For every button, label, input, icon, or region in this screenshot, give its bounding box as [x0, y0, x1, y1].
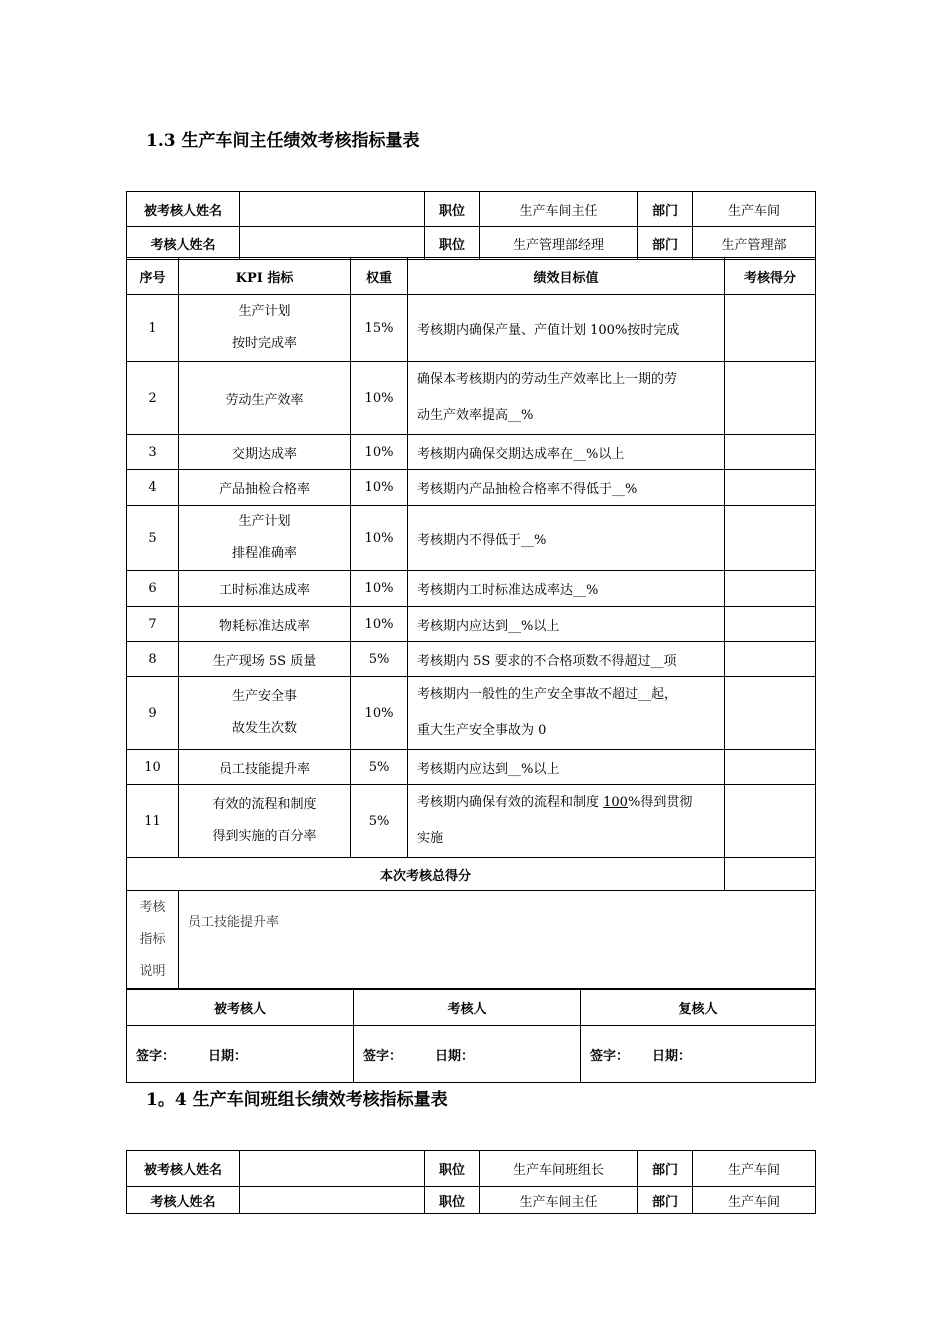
total-score-label: 本次考核总得分	[127, 858, 725, 891]
row-kpi: 生产现场 5S 质量	[179, 642, 351, 677]
col-header-target: 绩效目标值	[408, 258, 725, 295]
row-score-field[interactable]	[725, 642, 816, 677]
evaluatee-sign-header: 被考核人	[127, 989, 354, 1026]
row-no: 9	[127, 677, 179, 750]
evaluatee-label: 被考核人姓名	[127, 1151, 240, 1187]
evaluatee-signature-field[interactable]: 签字： 日期：	[127, 1026, 354, 1083]
row-no: 1	[127, 295, 179, 362]
row-score-field[interactable]	[725, 435, 816, 470]
dept-label: 部门	[638, 227, 693, 260]
evaluator-sign-header: 考核人	[354, 989, 581, 1026]
row-weight: 5%	[351, 750, 408, 785]
row-target: 考核期内确保产量、产值计划 100%按时完成	[408, 295, 725, 362]
row-score-field[interactable]	[725, 785, 816, 858]
section-1-3-title: 1.3 生产车间主任绩效考核指标量表	[146, 131, 420, 151]
col-header-score: 考核得分	[725, 258, 816, 295]
row-target: 考核期内应达到__%以上	[408, 607, 725, 642]
col-header-no: 序号	[127, 258, 179, 295]
row-no: 5	[127, 506, 179, 571]
dept-label: 部门	[638, 1187, 693, 1214]
row-score-field[interactable]	[725, 571, 816, 607]
position-label: 职位	[425, 1187, 480, 1214]
table-row	[127, 362, 816, 435]
row-no: 7	[127, 607, 179, 642]
reviewer-sign-header: 复核人	[581, 989, 816, 1026]
table-row	[127, 750, 816, 785]
row-kpi: 生产计划 排程准确率	[179, 506, 351, 571]
table-row	[127, 785, 816, 858]
evaluatee-name-field[interactable]	[240, 192, 425, 227]
evaluator-signature-field[interactable]: 签字： 日期：	[354, 1026, 581, 1083]
row-score-field[interactable]	[725, 506, 816, 571]
table-row	[127, 506, 816, 571]
row-target: 考核期内确保有效的流程和制度 100%得到贯彻 实施	[408, 785, 725, 858]
row-kpi: 物耗标准达成率	[179, 607, 351, 642]
indicator-note-text: 员工技能提升率	[179, 891, 816, 990]
position-value: 生产管理部经理	[480, 227, 638, 260]
row-weight: 5%	[351, 785, 408, 858]
row-no: 11	[127, 785, 179, 858]
row-kpi: 员工技能提升率	[179, 750, 351, 785]
signature-table-1-3	[126, 988, 816, 1083]
row-weight: 10%	[351, 435, 408, 470]
position-label: 职位	[425, 192, 480, 227]
dept-value: 生产车间	[693, 1187, 816, 1214]
row-target: 考核期内工时标准达成率达__%	[408, 571, 725, 607]
evaluator-name-field[interactable]	[240, 1187, 425, 1214]
row-target: 考核期内确保交期达成率在__%以上	[408, 435, 725, 470]
row-kpi: 工时标准达成率	[179, 571, 351, 607]
row-weight: 5%	[351, 642, 408, 677]
table-row	[127, 435, 816, 470]
row-weight: 10%	[351, 571, 408, 607]
position-label: 职位	[425, 227, 480, 260]
evaluator-label: 考核人姓名	[127, 227, 240, 260]
indicator-note-label: 考核 指标 说明	[127, 891, 179, 990]
position-value: 生产车间班组长	[480, 1151, 638, 1187]
reviewer-signature-field[interactable]: 签字： 日期：	[581, 1026, 816, 1083]
row-score-field[interactable]	[725, 470, 816, 506]
position-label: 职位	[425, 1151, 480, 1187]
header-table-1-4	[126, 1150, 816, 1214]
row-no: 10	[127, 750, 179, 785]
row-kpi: 交期达成率	[179, 435, 351, 470]
row-target: 考核期内应达到__%以上	[408, 750, 725, 785]
row-kpi: 生产安全事 故发生次数	[179, 677, 351, 750]
row-no: 6	[127, 571, 179, 607]
row-score-field[interactable]	[725, 362, 816, 435]
table-row	[127, 470, 816, 506]
dept-value: 生产车间	[693, 192, 816, 227]
position-value: 生产车间主任	[480, 1187, 638, 1214]
row-weight: 10%	[351, 362, 408, 435]
row-no: 3	[127, 435, 179, 470]
table-row	[127, 295, 816, 362]
row-score-field[interactable]	[725, 677, 816, 750]
row-target: 考核期内产品抽检合格率不得低于__%	[408, 470, 725, 506]
row-kpi: 劳动生产效率	[179, 362, 351, 435]
header-table-1-3	[126, 191, 816, 260]
row-weight: 10%	[351, 677, 408, 750]
row-weight: 10%	[351, 607, 408, 642]
evaluator-label: 考核人姓名	[127, 1187, 240, 1214]
row-no: 8	[127, 642, 179, 677]
row-kpi: 有效的流程和制度 得到实施的百分率	[179, 785, 351, 858]
dept-label: 部门	[638, 192, 693, 227]
table-row	[127, 677, 816, 750]
row-weight: 15%	[351, 295, 408, 362]
dept-value: 生产车间	[693, 1151, 816, 1187]
table-row	[127, 607, 816, 642]
evaluatee-label: 被考核人姓名	[127, 192, 240, 227]
row-target: 考核期内 5S 要求的不合格项数不得超过__项	[408, 642, 725, 677]
row-weight: 10%	[351, 506, 408, 571]
table-row	[127, 571, 816, 607]
col-header-weight: 权重	[351, 258, 408, 295]
row-no: 2	[127, 362, 179, 435]
section-1-4-title: 1。4 生产车间班组长绩效考核指标量表	[146, 1090, 448, 1110]
evaluator-name-field[interactable]	[240, 227, 425, 260]
dept-value: 生产管理部	[693, 227, 816, 260]
row-target: 考核期内不得低于__%	[408, 506, 725, 571]
dept-label: 部门	[638, 1151, 693, 1187]
row-kpi: 生产计划 按时完成率	[179, 295, 351, 362]
row-target: 考核期内一般性的生产安全事故不超过__起， 重大生产安全事故为 0	[408, 677, 725, 750]
row-weight: 10%	[351, 470, 408, 506]
total-score-field[interactable]	[725, 858, 816, 891]
col-header-kpi: KPI 指标	[179, 258, 351, 295]
row-no: 4	[127, 470, 179, 506]
row-score-field[interactable]	[725, 295, 816, 362]
position-value: 生产车间主任	[480, 192, 638, 227]
evaluatee-name-field[interactable]	[240, 1151, 425, 1187]
table-row	[127, 642, 816, 677]
row-kpi: 产品抽检合格率	[179, 470, 351, 506]
row-score-field[interactable]	[725, 607, 816, 642]
kpi-table-1-3	[126, 257, 816, 990]
row-target: 确保本考核期内的劳动生产效率比上一期的劳 动生产效率提高__%	[408, 362, 725, 435]
row-score-field[interactable]	[725, 750, 816, 785]
